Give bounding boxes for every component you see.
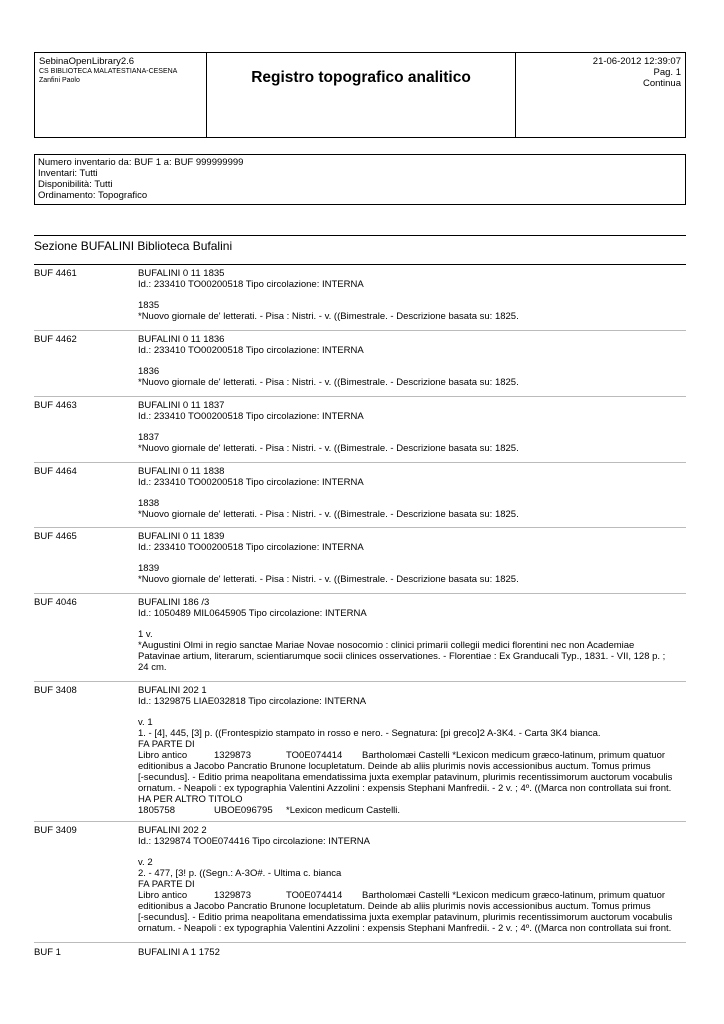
volume: 1838 xyxy=(138,498,160,509)
related-type: Libro antico xyxy=(138,890,188,901)
entry-body xyxy=(138,825,688,934)
inventory-number: BUF 4465 xyxy=(34,531,77,542)
record-id: Id.: 1329874 TO0E074416 Tipo circolazione: INTERNA xyxy=(138,836,371,847)
entry-divider xyxy=(34,942,686,943)
volume: 1836 xyxy=(138,366,160,377)
related-record xyxy=(138,750,688,761)
header-left-cell xyxy=(35,53,207,137)
entry-body xyxy=(138,400,688,454)
description: *Nuovo giornale de' letterati. - Pisa : Nistri. - v. ((Bimestrale. - Descrizione basata su: 1825. xyxy=(138,377,519,388)
other-code: UBOE096795 xyxy=(214,805,273,816)
collocation: BUFALINI 202 2 xyxy=(138,825,207,836)
continuation-status: Continua xyxy=(642,78,681,89)
filter-ordering: Ordinamento: Topografico xyxy=(38,190,148,201)
description: *Nuovo giornale de' letterati. - Pisa : Nistri. - v. ((Bimestrale. - Descrizione basata su: 1825. xyxy=(138,311,519,322)
entry-body xyxy=(138,334,688,388)
related-code: TO0E074414 xyxy=(286,890,343,901)
other-title-text: *Lexicon medicum Castelli. xyxy=(286,805,401,816)
volume: 1837 xyxy=(138,432,160,443)
volume: v. 2 xyxy=(138,857,153,868)
record-id: Id.: 233410 TO00200518 Tipo circolazione: INTERNA xyxy=(138,542,364,553)
entry-divider xyxy=(34,330,686,331)
physical-description: 2. - 477, [3! p. ((Segn.: A-3O#. - Ultima c. bianca xyxy=(138,868,342,879)
entry-body xyxy=(138,597,688,673)
entry-divider xyxy=(34,593,686,594)
part-of-heading: FA PARTE DI xyxy=(138,739,195,750)
filter-criteria xyxy=(34,154,686,205)
collocation: BUFALINI 0 11 1835 xyxy=(138,268,225,279)
description-line: 24 cm. xyxy=(138,662,167,673)
record-id: Id.: 233410 TO00200518 Tipo circolazione: INTERNA xyxy=(138,411,364,422)
description-line: *Augustini Olmi in regio sanctae Mariae Novae nosocomio : clinici primarii collegii medici florentini nec non Academiae xyxy=(138,640,635,651)
collocation: BUFALINI 202 1 xyxy=(138,685,207,696)
section-divider-top xyxy=(34,235,686,236)
record-id: Id.: 233410 TO00200518 Tipo circolazione: INTERNA xyxy=(138,345,364,356)
header-right-cell xyxy=(515,53,685,137)
description-line: Patavinae artium, literarum, scientiarumque socii clinices osservationes. - Florentiae : Ex Granducali Typ., 1831. - VII, 128 p. ; xyxy=(138,651,666,662)
entry-body xyxy=(138,268,688,322)
description: *Nuovo giornale de' letterati. - Pisa : Nistri. - v. ((Bimestrale. - Descrizione basata su: 1825. xyxy=(138,443,519,454)
inventory-number: BUF 4461 xyxy=(34,268,77,279)
record-id: Id.: 233410 TO00200518 Tipo circolazione: INTERNA xyxy=(138,477,364,488)
inventory-number: BUF 3409 xyxy=(34,825,77,836)
inventory-number: BUF 4463 xyxy=(34,400,77,411)
inventory-number: BUF 1 xyxy=(34,947,61,958)
record-id: Id.: 1329875 LIAE032818 Tipo circolazione: INTERNA xyxy=(138,696,367,707)
user-name: Zanfini Paolo xyxy=(39,77,80,84)
related-line: ornatum. - Neapoli : ex typographia Valentini Azzolini : expensis Stephani Manfredii. - 2 v. ; 4º. ((Marca non controllata sui front. xyxy=(138,923,672,934)
report-header xyxy=(34,52,686,138)
filter-inventories: Inventari: Tutti xyxy=(38,168,98,179)
collocation: BUFALINI 0 11 1839 xyxy=(138,531,225,542)
related-title: Bartholomæi Castelli *Lexicon medicum græco-latinum, primum quatuor xyxy=(362,890,666,901)
app-name: SebinaOpenLibrary2.6 xyxy=(39,56,135,67)
entry-body xyxy=(138,466,688,520)
entry-divider xyxy=(34,681,686,682)
page-number: Pag. 1 xyxy=(653,67,681,78)
description: *Nuovo giornale de' letterati. - Pisa : Nistri. - v. ((Bimestrale. - Descrizione basata su: 1825. xyxy=(138,574,519,585)
other-title-record xyxy=(138,805,688,816)
volume: v. 1 xyxy=(138,717,153,728)
related-number: 1329873 xyxy=(214,750,251,761)
entry-body xyxy=(138,531,688,585)
section-divider-bottom xyxy=(34,264,686,265)
entry-divider xyxy=(34,527,686,528)
record-id: Id.: 233410 TO00200518 Tipo circolazione: INTERNA xyxy=(138,279,364,290)
physical-description: 1. - [4], 445, [3] p. ((Frontespizio stampato in rosso e nero. - Segnatura: [pi greco]2 A-3K4. - Carta 3K4 bianca. xyxy=(138,728,601,739)
section-title: Sezione BUFALINI Biblioteca Bufalini xyxy=(34,239,233,253)
collocation: BUFALINI 0 11 1836 xyxy=(138,334,225,345)
related-line: ornatum. - Neapoli : ex typographia Valentini Azzolini : expensis Stephani Manfredii. - 2 v. ; 4º. ((Marca non controllata sui front. xyxy=(138,783,672,794)
related-title: Bartholomæi Castelli *Lexicon medicum græco-latinum, primum quatuor xyxy=(362,750,666,761)
collocation: BUFALINI 186 /3 xyxy=(138,597,210,608)
related-record xyxy=(138,890,688,901)
related-line: [-secundus]. - Editio prima neapolitana emendatissima juxta exemplar patavinum, plurimis recentissimorum auctorum vocabulis xyxy=(138,912,673,923)
related-line: [-secundus]. - Editio prima neapolitana emendatissima juxta exemplar patavinum, plurimis recentissimorum auctorum vocabulis xyxy=(138,772,673,783)
entry-body xyxy=(138,947,688,958)
collocation: BUFALINI 0 11 1837 xyxy=(138,400,225,411)
volume: 1839 xyxy=(138,563,160,574)
report-datetime: 21-06-2012 12:39:07 xyxy=(592,56,681,67)
description: *Nuovo giornale de' letterati. - Pisa : Nistri. - v. ((Bimestrale. - Descrizione basata su: 1825. xyxy=(138,509,519,520)
related-type: Libro antico xyxy=(138,750,188,761)
collocation: BUFALINI A 1 1752 xyxy=(138,947,220,958)
record-id: Id.: 1050489 MIL0645905 Tipo circolazione: INTERNA xyxy=(138,608,367,619)
inventory-number: BUF 4464 xyxy=(34,466,77,477)
other-title-heading: HA PER ALTRO TITOLO xyxy=(138,794,243,805)
part-of-heading: FA PARTE DI xyxy=(138,879,195,890)
inventory-number: BUF 4046 xyxy=(34,597,77,608)
report-title: Registro topografico analitico xyxy=(251,69,471,86)
related-code: TO0E074414 xyxy=(286,750,343,761)
library-name: CS BIBLIOTECA MALATESTIANA-CESENA xyxy=(39,68,178,75)
related-line: editionibus a Jacobo Pancratio Brunone locupletatum. Deinde ab aliis plurimis novis accessionibus auctum. Tomus primus xyxy=(138,761,651,772)
entry-body xyxy=(138,685,688,816)
related-line: editionibus a Jacobo Pancratio Brunone locupletatum. Deinde ab aliis plurimis novis accessionibus auctum. Tomus primus xyxy=(138,901,651,912)
inventory-number: BUF 4462 xyxy=(34,334,77,345)
volume: 1835 xyxy=(138,300,160,311)
other-number: 1805758 xyxy=(138,805,175,816)
entry-divider xyxy=(34,821,686,822)
volume: 1 v. xyxy=(138,629,153,640)
filter-availability: Disponibilità: Tutti xyxy=(38,179,113,190)
filter-inventory-range: Numero inventario da: BUF 1 a: BUF 999999999 xyxy=(38,157,244,168)
entry-divider xyxy=(34,462,686,463)
collocation: BUFALINI 0 11 1838 xyxy=(138,466,225,477)
inventory-number: BUF 3408 xyxy=(34,685,77,696)
entry-divider xyxy=(34,396,686,397)
related-number: 1329873 xyxy=(214,890,251,901)
